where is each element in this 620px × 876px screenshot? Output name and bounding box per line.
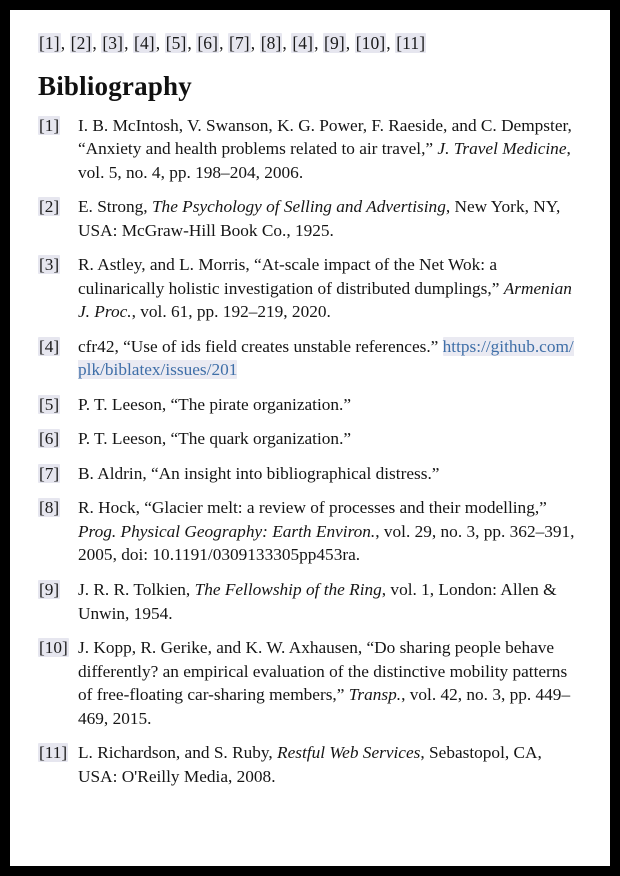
entry-text — [78, 195, 586, 242]
entry-label[interactable] — [34, 393, 78, 417]
bibliography-entry — [34, 114, 586, 185]
entry-label-text: [10] — [39, 638, 68, 658]
entry-text-segment: , New York, NY, USA: McGraw-Hill Book Co., 1925. — [78, 197, 561, 240]
entry-text — [78, 393, 586, 417]
document-page — [10, 10, 610, 866]
entry-label[interactable] — [34, 496, 78, 520]
entry-text — [78, 496, 586, 567]
entry-text-segment: R. Astley, and L. Morris, “At-scale impact of the Net Wok: a culinarically holistic investigation of distributed dumplings,” — [78, 255, 504, 298]
inline-citation-link[interactable]: [2] — [70, 33, 92, 53]
citation-separator: , — [60, 33, 70, 53]
entry-label[interactable] — [34, 195, 78, 219]
entry-text-segment: B. Aldrin, “An insight into bibliographical distress.” — [78, 463, 440, 483]
entry-label[interactable] — [34, 462, 78, 486]
entry-label-text: [11] — [39, 743, 68, 763]
inline-citation-link[interactable]: [7] — [229, 33, 250, 53]
entry-text-segment: P. T. Leeson, “The pirate organization.” — [78, 394, 352, 414]
inline-citation-link[interactable]: [3] — [102, 33, 124, 53]
bibliography-entry — [34, 578, 586, 625]
entry-url-link[interactable]: https://github.com/plk/biblatex/issues/201 — [78, 336, 574, 380]
entry-label[interactable] — [34, 335, 78, 359]
entry-label-text: [8] — [39, 498, 60, 518]
entry-text — [78, 462, 586, 486]
entry-label[interactable] — [34, 741, 78, 765]
entry-title-italic: Prog. Physical Geography: Earth Environ. — [78, 521, 376, 541]
inline-citation-link[interactable]: [9] — [324, 33, 345, 53]
inline-citation-link[interactable]: [5] — [165, 33, 187, 53]
inline-citation-link[interactable]: [1] — [39, 33, 60, 53]
entry-title-italic: J. Travel Medicine — [437, 139, 567, 159]
entry-text-segment: P. T. Leeson, “The quark organization.” — [78, 429, 352, 449]
bibliography-entry — [34, 393, 586, 417]
bibliography-entry — [34, 496, 586, 567]
entry-label-text: [5] — [39, 394, 60, 414]
entry-label[interactable] — [34, 578, 78, 602]
inline-citation-link[interactable]: [10] — [355, 33, 386, 53]
entry-text — [78, 636, 586, 730]
entry-text-segment: , Sebastopol, CA, USA: O'Reilly Media, 2008. — [78, 743, 542, 786]
bibliography-entry — [34, 335, 586, 382]
entry-text — [78, 114, 586, 185]
entry-label-text: [2] — [39, 197, 60, 217]
bibliography-list — [34, 114, 586, 788]
entry-label[interactable] — [34, 114, 78, 138]
inline-citation-link[interactable]: [11] — [396, 33, 426, 53]
entry-text-segment: , vol. 42, no. 3, pp. 449–469, 2015. — [78, 685, 571, 728]
citation-separator: , — [155, 33, 165, 53]
entry-text-segment: cfr42, “Use of ids field creates unstable references.” — [78, 336, 443, 356]
citation-separator: , — [250, 33, 260, 53]
entry-label[interactable] — [34, 253, 78, 277]
entry-label-text: [6] — [39, 429, 60, 449]
citation-separator: , — [187, 33, 197, 53]
entry-label-text: [4] — [39, 336, 60, 356]
entry-text-segment: L. Richardson, and S. Ruby, — [78, 743, 278, 763]
inline-citation-link[interactable]: [4] — [134, 33, 155, 53]
entry-text-segment: , vol. 5, no. 4, pp. 198–204, 2006. — [78, 139, 571, 182]
entry-text — [78, 427, 586, 451]
entry-label-text: [9] — [39, 580, 60, 599]
entry-text — [78, 578, 586, 625]
inline-citation-list — [38, 32, 586, 55]
bibliography-entry — [34, 741, 586, 788]
bibliography-entry — [34, 462, 586, 486]
citation-separator: , — [219, 33, 229, 53]
entry-label-text: [3] — [39, 255, 60, 275]
entry-title-italic: The Fellowship of the Ring — [194, 580, 382, 599]
entry-label-text: [7] — [39, 463, 60, 483]
entry-text-segment: J. R. R. Tolkien, — [78, 580, 195, 599]
entry-text-segment: , vol. 61, pp. 192–219, 2020. — [131, 302, 331, 322]
entry-text-segment: , vol. 29, no. 3, pp. 362–391, 2005, doi: 10.1191/0309133305pp453ra. — [78, 521, 575, 565]
bibliography-entry — [34, 427, 586, 451]
entry-text — [78, 253, 586, 324]
citation-separator: , — [282, 33, 292, 53]
entry-text-segment: I. B. McIntosh, V. Swanson, K. G. Power, F. Raeside, and C. Dempster, “Anxiety and health problems related to air travel,” — [78, 115, 572, 159]
entry-text-segment: R. Hock, “Glacier melt: a review of processes and their modelling,” — [78, 498, 547, 518]
entry-title-italic: Armenian J. Proc. — [78, 278, 572, 322]
bibliography-entry — [34, 195, 586, 242]
entry-title-italic: Restful Web Services — [277, 743, 421, 763]
entry-label[interactable] — [34, 636, 78, 660]
inline-citation-link[interactable]: [8] — [260, 33, 282, 53]
entry-title-italic: Transp. — [348, 685, 402, 705]
entry-text — [78, 741, 586, 788]
entry-text-segment: , vol. 1, London: Allen & Unwin, 1954. — [78, 580, 557, 623]
entry-title-italic: The Psychology of Selling and Advertising — [151, 197, 446, 217]
bibliography-entry — [34, 636, 586, 730]
citation-separator: , — [386, 33, 396, 53]
bibliography-entry — [34, 253, 586, 324]
citation-separator: , — [314, 33, 324, 53]
entry-text-segment: J. Kopp, R. Gerike, and K. W. Axhausen, “Do sharing people behave differently? an empirical evaluation of the distinctive mobility patterns of free-floating car-sharing members,” — [78, 638, 568, 705]
citation-separator: , — [124, 33, 134, 53]
citation-separator: , — [345, 33, 355, 53]
citation-separator: , — [92, 33, 102, 53]
entry-label[interactable] — [34, 427, 78, 451]
entry-text — [78, 335, 586, 382]
entry-label-text: [1] — [39, 115, 60, 135]
inline-citation-link[interactable]: [4] — [292, 33, 314, 53]
page-title: Bibliography — [38, 70, 192, 101]
inline-citation-link[interactable]: [6] — [197, 33, 219, 53]
entry-text-segment: E. Strong, — [78, 197, 152, 217]
